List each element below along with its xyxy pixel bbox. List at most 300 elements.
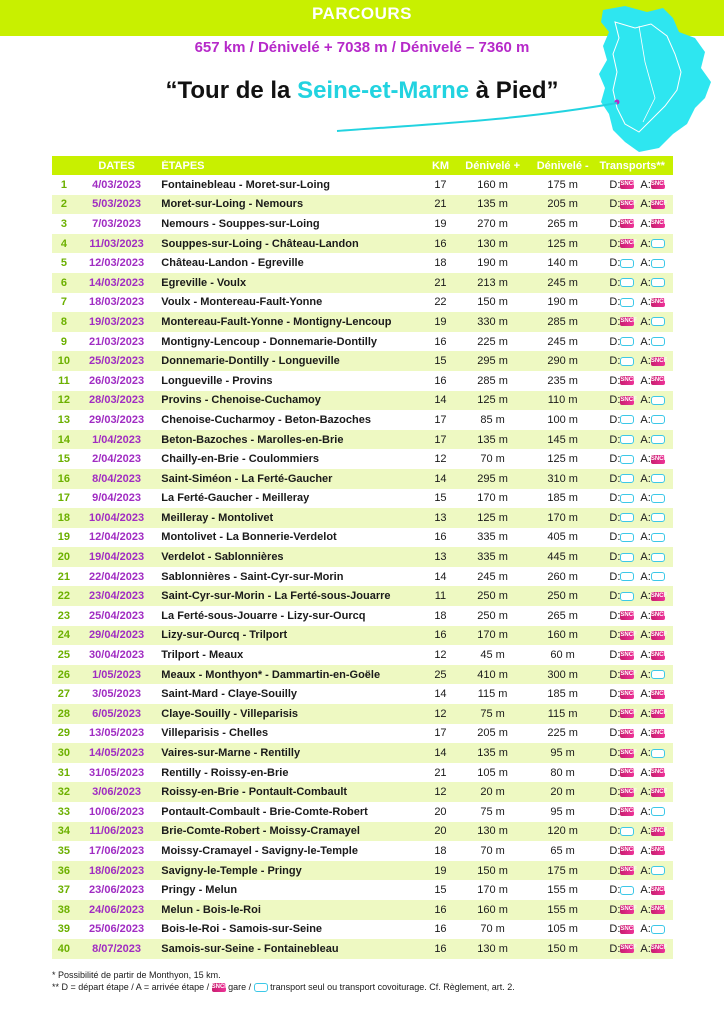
stage-number: 1	[60, 178, 67, 191]
car-icon	[651, 239, 665, 248]
table-row	[52, 234, 673, 254]
sncf-train-icon: SNCF	[620, 729, 637, 736]
stage-number: 11	[58, 374, 70, 387]
transport-arrivee-label: A:	[640, 511, 651, 524]
transport-depart	[609, 374, 637, 387]
stage-denivele-plus: 70 m	[480, 453, 505, 466]
stage-transports	[595, 531, 673, 543]
transport-depart	[609, 198, 637, 211]
table-row	[52, 626, 673, 646]
stage-denivele-minus: 260 m	[547, 570, 578, 583]
stage-route: Verdelot - Sablonnières	[161, 551, 284, 564]
transport-depart	[609, 649, 637, 662]
stage-transports	[595, 786, 673, 798]
transport-arrivee-label: A:	[640, 355, 651, 368]
transport-arrivee	[640, 942, 668, 955]
transport-depart	[609, 609, 637, 622]
stage-km: 12	[434, 707, 447, 720]
stage-number: 40	[57, 942, 71, 955]
stage-route: Meilleray - Montolivet	[161, 511, 274, 524]
transport-arrivee-label: A:	[640, 217, 651, 230]
stage-date: 3/05/2023	[92, 688, 142, 701]
stage-date: 22/04/2023	[89, 570, 145, 583]
sncf-train-icon: SNCF	[620, 945, 637, 952]
stage-denivele-minus: 155 m	[547, 884, 578, 897]
car-icon	[651, 866, 665, 875]
transport-arrivee-label: A:	[640, 649, 651, 662]
sncf-train-icon: SNCF	[650, 729, 668, 736]
stage-denivele-plus: 285 m	[477, 374, 508, 387]
table-row	[52, 586, 673, 606]
stage-km: 16	[434, 237, 447, 250]
stage-date: 1/05/2023	[92, 668, 142, 681]
transport-depart-label: D:	[609, 668, 621, 681]
stage-route: Donnemarie-Dontilly - Longueville	[161, 355, 340, 368]
car-icon	[254, 983, 268, 992]
transport-arrivee	[640, 217, 668, 230]
transport-depart	[609, 688, 637, 701]
sncf-train-icon: SNCF	[620, 867, 637, 874]
stage-transports	[595, 492, 673, 504]
stage-denivele-plus: 250 m	[477, 590, 508, 603]
stage-number: 35	[57, 844, 71, 857]
stage-denivele-plus: 160 m	[477, 178, 508, 191]
stage-route: Montereau-Fault-Yonne - Montigny-Lencoup	[161, 315, 392, 328]
table-row	[52, 939, 673, 959]
stage-route: Rentilly - Roissy-en-Brie	[161, 766, 289, 779]
stage-transports	[595, 453, 673, 465]
stage-number: 23	[57, 609, 71, 622]
transport-depart-label: D:	[609, 629, 621, 642]
sncf-train-icon: SNCF	[620, 925, 637, 932]
transport-arrivee	[640, 277, 664, 289]
stage-number: 27	[57, 688, 71, 701]
table-row	[52, 371, 673, 391]
title-suffix: à Pied”	[469, 77, 559, 104]
car-icon	[620, 415, 634, 424]
car-icon	[651, 259, 665, 268]
transport-depart	[609, 217, 637, 230]
stage-km: 20	[434, 805, 447, 818]
transport-depart-label: D:	[609, 413, 621, 426]
stage-transports	[595, 747, 673, 759]
stage-transports	[595, 512, 673, 524]
transport-depart	[609, 492, 634, 504]
title-prefix: “Tour de la	[165, 77, 298, 104]
transport-arrivee	[640, 649, 668, 662]
header-denivele-minus: Dénivelé -	[536, 159, 589, 172]
stage-denivele-plus: 75 m	[480, 805, 505, 818]
stage-number: 14	[57, 433, 71, 446]
stage-transports	[595, 904, 673, 916]
stage-route: Voulx - Montereau-Fault-Yonne	[161, 296, 323, 309]
transport-arrivee	[640, 374, 668, 387]
stage-route: Savigny-le-Temple - Pringy	[161, 864, 302, 877]
stage-transports	[595, 845, 673, 857]
stage-denivele-plus: 75 m	[480, 707, 505, 720]
transport-arrivee	[640, 198, 668, 211]
transport-depart	[609, 923, 637, 936]
transport-arrivee-label: A:	[640, 707, 651, 720]
sncf-train-icon: SNCF	[620, 651, 637, 658]
transport-arrivee	[640, 786, 668, 799]
stage-denivele-minus: 105 m	[547, 923, 578, 936]
stage-route: Château-Landon - Egreville	[161, 257, 304, 270]
stage-number: 30	[57, 747, 71, 760]
transport-arrivee	[640, 296, 668, 309]
stage-transports	[595, 571, 673, 583]
footnote-2	[52, 981, 692, 993]
stage-number: 21	[57, 570, 71, 583]
stage-km: 14	[434, 747, 447, 760]
transport-depart-label: D:	[609, 609, 621, 622]
transport-depart	[609, 257, 634, 269]
transport-depart	[609, 315, 637, 328]
transport-arrivee	[640, 453, 668, 466]
stage-route: Nemours - Souppes-sur-Loing	[161, 217, 320, 230]
stage-number: 39	[57, 923, 71, 936]
stage-route: Moret-sur-Loing - Nemours	[161, 198, 304, 211]
stage-km: 12	[434, 786, 447, 799]
car-icon	[651, 553, 665, 562]
stage-denivele-minus: 155 m	[547, 903, 578, 916]
car-icon	[651, 533, 665, 542]
transport-arrivee	[640, 551, 664, 563]
stage-denivele-plus: 125 m	[477, 394, 508, 407]
table-row	[52, 684, 673, 704]
transport-depart-label: D:	[609, 237, 621, 250]
transport-depart	[609, 473, 634, 485]
stage-transports	[595, 434, 673, 446]
table-row	[52, 704, 673, 724]
stage-date: 18/06/2023	[89, 864, 145, 877]
table-row	[52, 410, 673, 430]
sncf-train-icon: SNCF	[620, 631, 637, 638]
sncf-train-icon: SNCF	[620, 749, 637, 756]
transport-depart-label: D:	[609, 844, 621, 857]
stage-route: Lizy-sur-Ourcq - Trilport	[161, 629, 288, 642]
transport-arrivee	[640, 747, 664, 759]
stage-transports	[595, 394, 673, 406]
stage-transports	[595, 727, 673, 739]
transport-depart	[609, 453, 634, 465]
transport-depart	[609, 512, 634, 524]
stage-denivele-plus: 105 m	[477, 766, 508, 779]
stage-route: Saint-Siméon - La Ferté-Gaucher	[161, 472, 333, 485]
transport-depart-label: D:	[609, 511, 621, 524]
sncf-train-icon: SNCF	[650, 181, 668, 188]
transport-arrivee-label: A:	[640, 942, 651, 955]
stage-km: 21	[434, 198, 447, 211]
stage-route: Souppes-sur-Loing - Château-Landon	[161, 237, 359, 250]
stage-number: 13	[57, 413, 71, 426]
stage-denivele-minus: 120 m	[547, 825, 578, 838]
stage-route: Claye-Souilly - Villeparisis	[161, 707, 299, 720]
transport-arrivee-label: A:	[640, 374, 651, 387]
stage-transports	[595, 708, 673, 720]
sncf-train-icon: SNCF	[620, 788, 637, 795]
transport-depart	[609, 942, 637, 955]
transport-arrivee-label: A:	[640, 825, 651, 838]
sncf-train-icon: SNCF	[620, 690, 637, 697]
transport-arrivee	[640, 590, 668, 603]
sncf-train-icon: SNCF	[650, 357, 668, 364]
stage-date: 17/06/2023	[89, 844, 145, 857]
sncf-train-icon: SNCF	[650, 377, 668, 384]
stage-transports	[595, 649, 673, 661]
stage-date: 2/04/2023	[92, 453, 142, 466]
stage-denivele-minus: 95 m	[550, 747, 575, 760]
stage-route: Trilport - Meaux	[161, 649, 244, 662]
car-icon	[620, 455, 634, 464]
stage-route: La Ferté-sous-Jouarre - Lizy-sur-Ourcq	[161, 609, 366, 622]
stage-route: Villeparisis - Chelles	[161, 727, 269, 740]
transport-arrivee-label: A:	[640, 453, 651, 466]
stage-date: 8/04/2023	[92, 472, 142, 485]
stage-denivele-minus: 185 m	[547, 492, 578, 505]
transport-arrivee	[640, 629, 668, 642]
stage-date: 12/04/2023	[89, 531, 145, 544]
sncf-train-icon: SNCF	[650, 690, 668, 697]
sncf-train-icon: SNCF	[650, 788, 668, 795]
stage-number: 26	[57, 668, 71, 681]
car-icon	[651, 670, 665, 679]
car-icon	[620, 572, 634, 581]
transport-arrivee	[640, 825, 668, 838]
stage-denivele-minus: 60 m	[550, 649, 575, 662]
car-icon	[651, 415, 665, 424]
stage-transports	[595, 943, 673, 955]
stage-km: 17	[434, 413, 447, 426]
stage-transports	[595, 277, 673, 289]
stage-km: 16	[434, 903, 447, 916]
swoosh-decoration	[335, 95, 625, 135]
stage-denivele-plus: 20 m	[480, 786, 505, 799]
sncf-train-icon: SNCF	[620, 808, 637, 815]
stage-transports	[595, 238, 673, 250]
table-row	[52, 763, 673, 783]
stage-denivele-minus: 190 m	[547, 296, 578, 309]
stage-route: Samois-sur-Seine - Fontainebleau	[161, 942, 339, 955]
stage-route: Montolivet - La Bonnerie-Verdelot	[161, 531, 337, 544]
transport-depart-label: D:	[609, 178, 621, 191]
sncf-train-icon: SNCF	[620, 200, 637, 207]
sncf-train-icon: SNCF	[620, 612, 637, 619]
transport-depart-label: D:	[609, 472, 621, 485]
sncf-train-icon: SNCF	[650, 455, 668, 462]
transport-arrivee	[640, 884, 668, 897]
stage-denivele-minus: 95 m	[550, 805, 575, 818]
stage-denivele-minus: 160 m	[547, 629, 578, 642]
transport-depart-label: D:	[609, 394, 621, 407]
stage-transports	[595, 198, 673, 210]
transport-arrivee-label: A:	[640, 903, 651, 916]
stage-km: 17	[434, 433, 447, 446]
transport-depart-label: D:	[609, 825, 621, 838]
footnote-2-text-a: ** D = départ étape / A = arrivée étape /	[52, 982, 212, 992]
table-row	[52, 195, 673, 215]
stage-denivele-plus: 160 m	[477, 903, 508, 916]
transport-arrivee-label: A:	[640, 257, 651, 270]
car-icon	[651, 513, 665, 522]
transport-depart-label: D:	[609, 335, 621, 348]
table-row	[52, 880, 673, 900]
table-row	[52, 430, 673, 450]
stage-km: 13	[434, 511, 447, 524]
table-row	[52, 802, 673, 822]
transport-depart-label: D:	[609, 786, 621, 799]
transport-depart-label: D:	[609, 727, 621, 740]
transport-arrivee	[640, 316, 664, 328]
table-row	[52, 567, 673, 587]
stage-denivele-minus: 235 m	[547, 374, 578, 387]
transport-arrivee	[640, 355, 668, 368]
stage-transports	[595, 669, 673, 681]
car-icon	[651, 435, 665, 444]
stage-denivele-plus: 70 m	[480, 923, 505, 936]
transport-arrivee-label: A:	[640, 747, 651, 760]
stage-denivele-plus: 115 m	[477, 688, 508, 701]
table-header	[52, 156, 673, 175]
stage-number: 31	[57, 766, 71, 779]
table-row	[52, 214, 673, 234]
transport-arrivee	[640, 609, 668, 622]
car-icon	[620, 592, 634, 601]
transport-depart	[609, 629, 637, 642]
transport-depart-label: D:	[609, 590, 621, 603]
stage-number: 18	[57, 511, 71, 524]
transport-arrivee-label: A:	[640, 923, 651, 936]
stage-denivele-minus: 250 m	[547, 590, 578, 603]
transport-depart-label: D:	[609, 257, 621, 270]
transport-arrivee-label: A:	[640, 178, 651, 191]
stage-route: Saint-Cyr-sur-Morin - La Ferté-sous-Jouarre	[161, 590, 391, 603]
stage-date: 29/04/2023	[89, 629, 145, 642]
transport-depart	[609, 805, 637, 818]
table-row	[52, 861, 673, 881]
transport-arrivee-label: A:	[640, 198, 651, 211]
sncf-train-icon: SNCF	[650, 298, 668, 305]
stage-date: 19/04/2023	[89, 551, 145, 564]
transport-depart	[609, 277, 634, 289]
transport-depart-label: D:	[609, 531, 621, 544]
table-row	[52, 920, 673, 940]
stage-denivele-minus: 170 m	[547, 511, 578, 524]
transport-arrivee-label: A:	[640, 296, 651, 309]
stage-denivele-plus: 205 m	[477, 727, 508, 740]
stage-denivele-plus: 190 m	[477, 257, 508, 270]
stage-denivele-minus: 290 m	[547, 355, 578, 368]
stage-denivele-plus: 130 m	[477, 237, 508, 250]
stage-km: 21	[434, 766, 447, 779]
table-row	[52, 528, 673, 548]
sncf-train-icon: SNCF	[620, 181, 637, 188]
transport-depart-label: D:	[609, 884, 621, 897]
table-row	[52, 724, 673, 744]
stage-number: 2	[60, 198, 67, 211]
transport-depart	[609, 903, 637, 916]
stage-denivele-minus: 285 m	[547, 315, 578, 328]
table-row	[52, 822, 673, 842]
transport-depart-label: D:	[609, 374, 621, 387]
transport-depart-label: D:	[609, 649, 621, 662]
table-row	[52, 900, 673, 920]
stage-route: La Ferté-Gaucher - Meilleray	[161, 492, 310, 505]
stage-number: 20	[57, 551, 71, 564]
transport-arrivee	[640, 178, 668, 191]
transport-arrivee-label: A:	[640, 394, 651, 407]
transport-depart-label: D:	[609, 903, 621, 916]
stage-denivele-minus: 265 m	[547, 217, 578, 230]
header-dates: DATES	[98, 159, 135, 172]
stage-km: 19	[434, 864, 447, 877]
car-icon	[620, 494, 634, 503]
table-row	[52, 351, 673, 371]
transport-arrivee	[640, 707, 668, 720]
car-icon	[620, 474, 634, 483]
stage-denivele-minus: 265 m	[547, 609, 578, 622]
transport-depart	[609, 336, 634, 348]
header-km: KM	[431, 159, 450, 172]
stage-denivele-plus: 45 m	[480, 649, 505, 662]
stage-number: 3	[60, 217, 67, 230]
transport-depart	[609, 747, 637, 760]
transport-depart-label: D:	[609, 276, 621, 289]
stage-route: Roissy-en-Brie - Pontault-Combault	[161, 786, 348, 799]
stage-km: 16	[434, 335, 447, 348]
table-row	[52, 273, 673, 293]
stage-denivele-plus: 150 m	[477, 296, 508, 309]
car-icon	[651, 337, 665, 346]
transport-arrivee-label: A:	[640, 531, 651, 544]
transport-arrivee-label: A:	[640, 688, 651, 701]
stage-km: 14	[434, 570, 447, 583]
transport-arrivee	[640, 434, 664, 446]
stage-denivele-plus: 130 m	[477, 825, 508, 838]
car-icon	[620, 553, 634, 562]
sncf-train-icon: SNCF	[620, 240, 637, 247]
table-body	[52, 175, 673, 959]
stage-route: Chenoise-Cucharmoy - Beton-Bazoches	[161, 413, 371, 426]
transport-depart	[609, 394, 637, 407]
stage-denivele-plus: 135 m	[477, 747, 508, 760]
stage-denivele-minus: 225 m	[547, 727, 578, 740]
stage-denivele-minus: 100 m	[547, 413, 578, 426]
stage-route: Chailly-en-Brie - Coulommiers	[161, 453, 319, 466]
stage-number: 38	[57, 903, 71, 916]
table-row	[52, 547, 673, 567]
stage-number: 5	[60, 257, 67, 270]
stage-number: 37	[57, 884, 71, 897]
stage-km: 14	[434, 472, 447, 485]
stage-number: 10	[57, 355, 71, 368]
sncf-train-icon: SNCF	[650, 710, 668, 717]
transport-arrivee	[640, 688, 668, 701]
footnote-2-text-c: transport seul ou transport covoiturage. Cf. Règlement, art. 2.	[267, 982, 515, 992]
stage-denivele-plus: 410 m	[477, 668, 508, 681]
stage-route: Beton-Bazoches - Marolles-en-Brie	[161, 433, 344, 446]
stage-denivele-plus: 125 m	[477, 511, 508, 524]
stage-km: 16	[434, 374, 447, 387]
stage-transports	[595, 414, 673, 426]
stage-denivele-plus: 335 m	[477, 551, 508, 564]
stage-date: 25/06/2023	[89, 923, 145, 936]
stage-route: Vaires-sur-Marne - Rentilly	[161, 747, 301, 760]
transport-depart	[609, 355, 634, 367]
transport-arrivee-label: A:	[640, 413, 651, 426]
table-row	[52, 489, 673, 509]
car-icon	[620, 259, 634, 268]
